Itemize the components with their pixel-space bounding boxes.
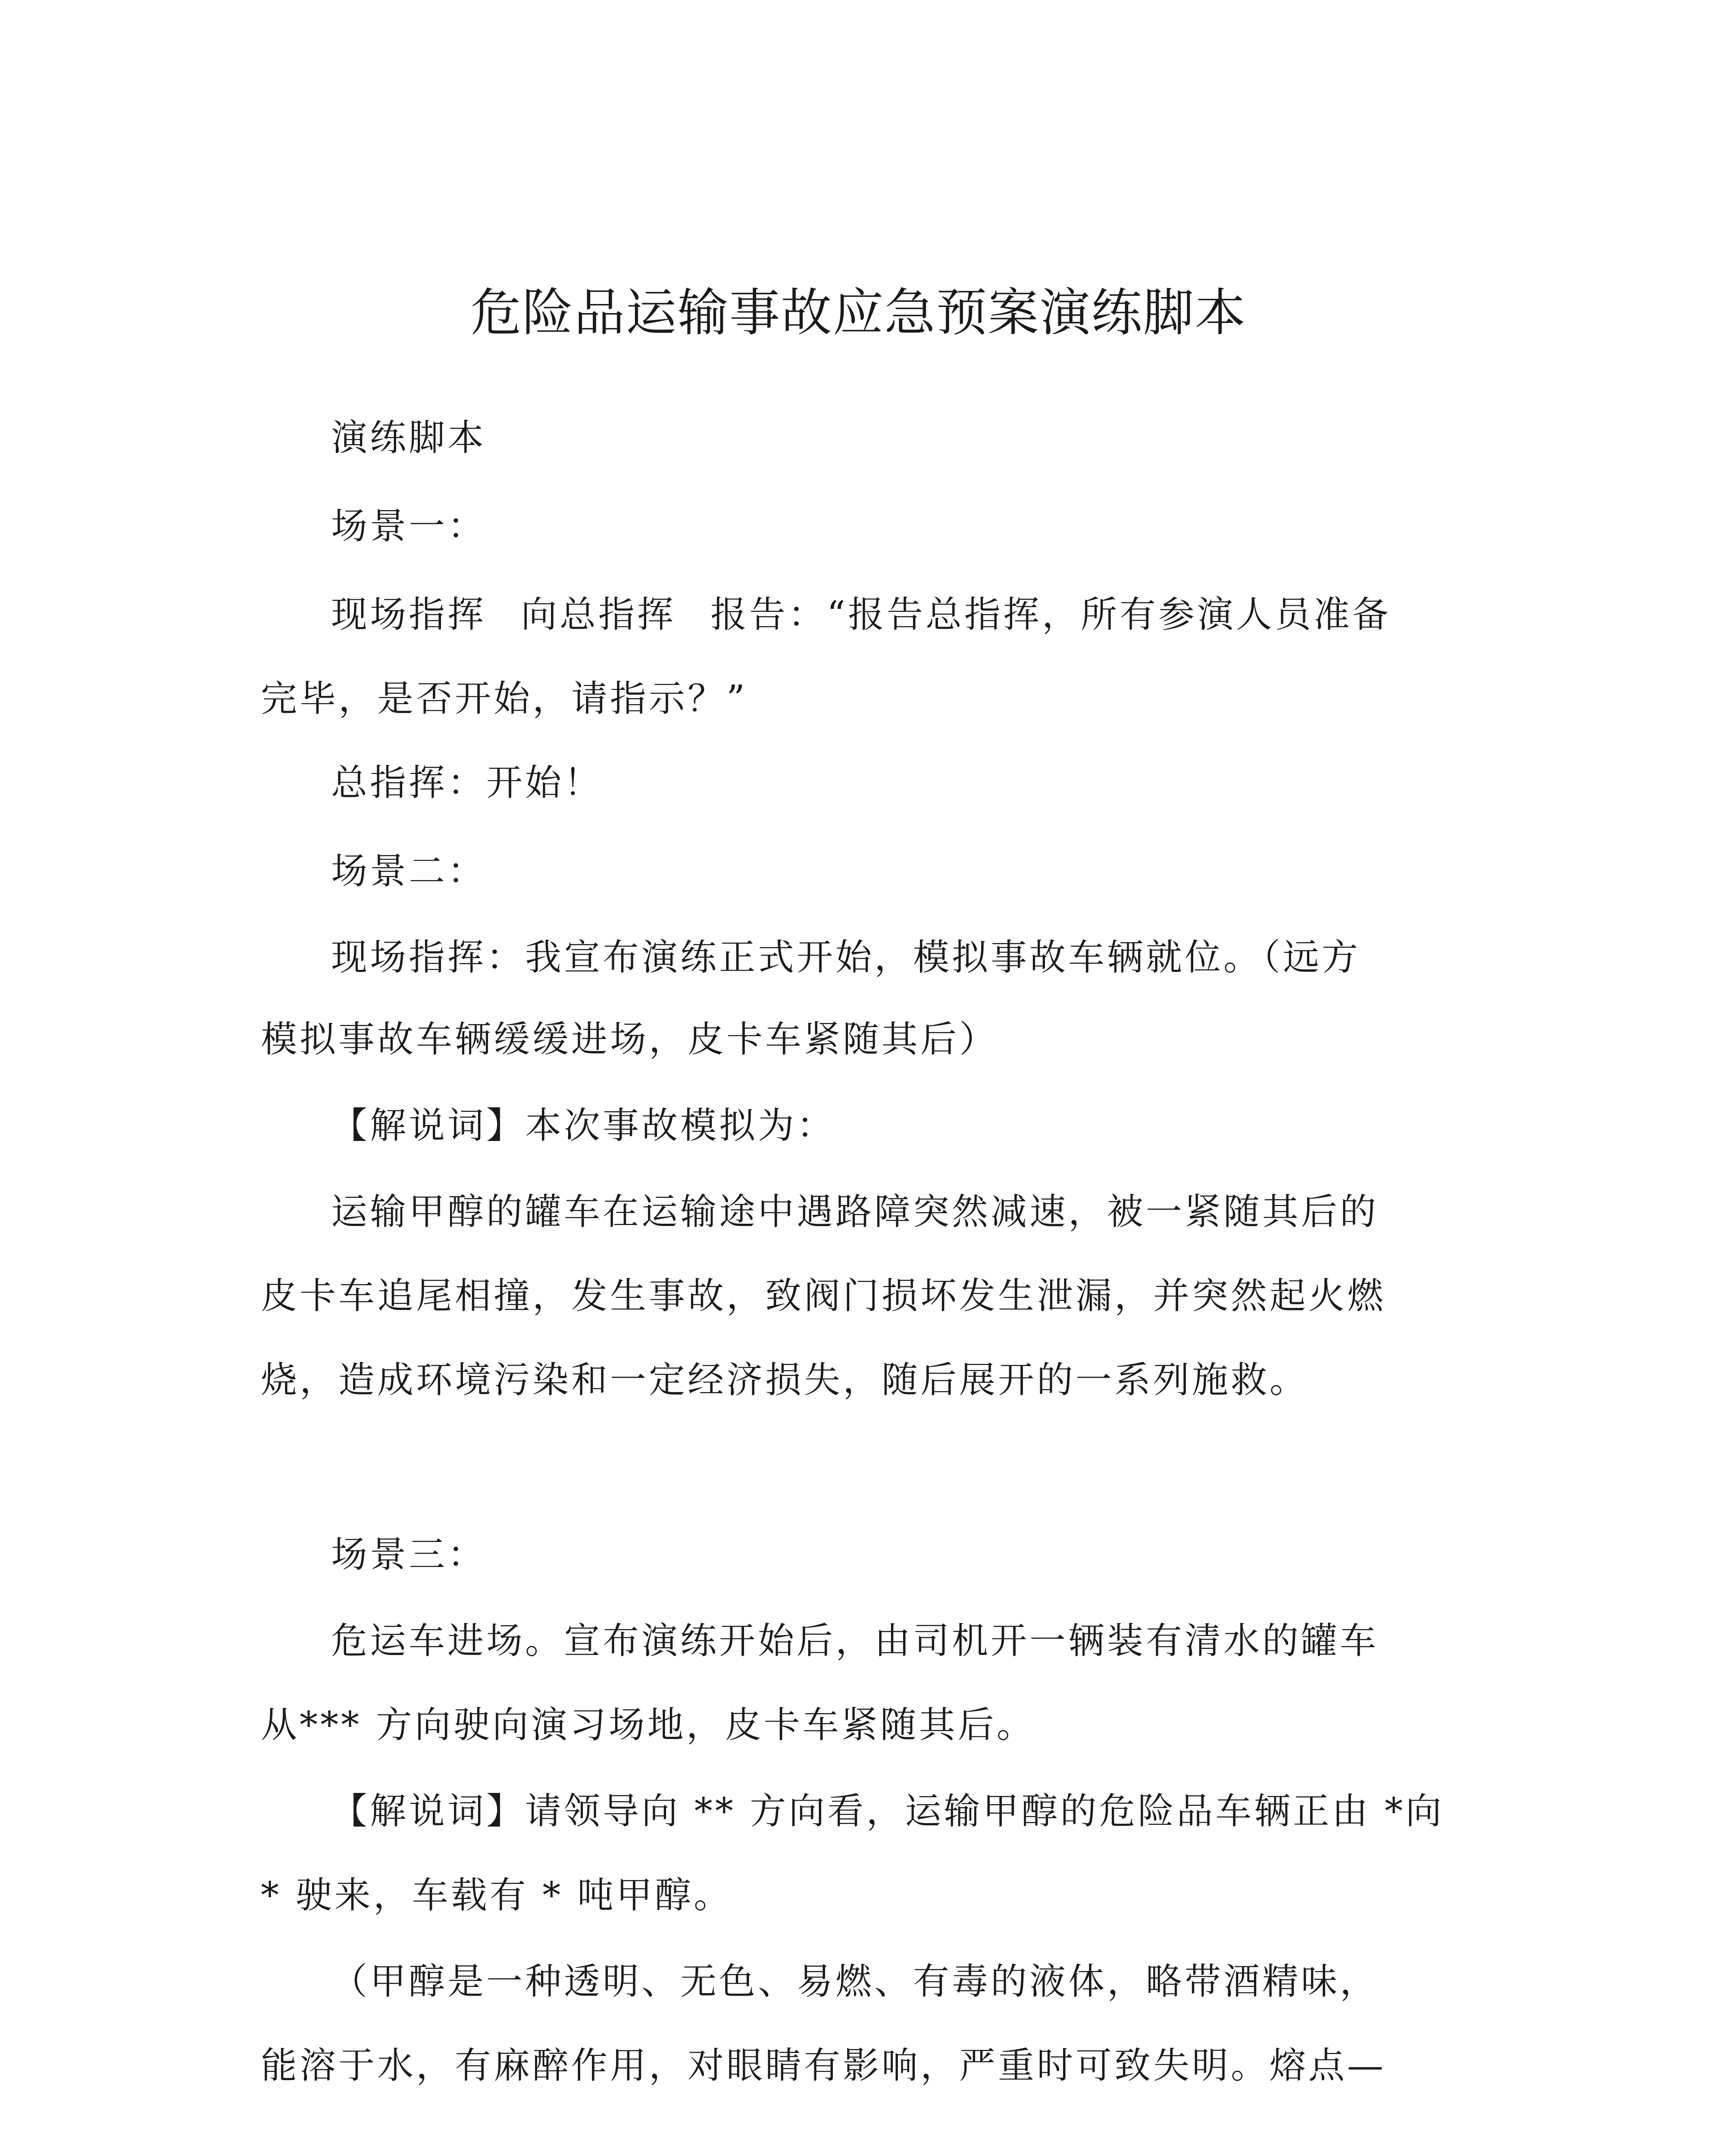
scene-one-line-1 xyxy=(331,591,1391,638)
narration-line-2: * 驶来，车载有 * 吨甲醇。 xyxy=(261,1874,733,1916)
scene-three-line-2: 从*** 方向驶向演习场地，皮卡车紧随其后。 xyxy=(261,1704,1035,1746)
document-title: 危险品运输事故应急预案演练脚本 xyxy=(470,283,1247,342)
commander-reply: 总指挥：开始！ xyxy=(331,761,603,804)
scene-one-heading: 场景一： xyxy=(331,505,487,547)
scene-three-line-1: 危运车进场。宣布演练开始后，由司机开一辆装有清水的罐车 xyxy=(331,1620,1379,1662)
scene-two-line-2: 模拟事故车辆缓缓进场，皮卡车紧随其后） xyxy=(261,1018,998,1060)
narration-line-1: 【解说词】请领导向 ** 方向看，运输甲醇的危险品车辆正由 *向 xyxy=(331,1790,1445,1832)
accident-desc-line-1: 运输甲醇的罐车在运输途中遇路障突然减速，被一紧随其后的 xyxy=(331,1191,1379,1233)
scene-two-line-1: 现场指挥：我宣布演练正式开始，模拟事故车辆就位。（远方 xyxy=(331,936,1361,978)
scene-three-heading: 场景三： xyxy=(331,1533,487,1576)
methanol-note-line-1: （甲醇是一种透明、无色、易燃、有毒的液体，略带酒精味， xyxy=(331,1960,1379,2002)
paragraph-script-heading: 演练脚本 xyxy=(331,417,487,459)
text-segment: 报告：“报告总指挥，所有参演人员准备 xyxy=(710,593,1391,636)
text-segment: 现场指挥 xyxy=(331,593,487,636)
accident-desc-line-3: 烧，造成环境污染和一定经济损失，随后展开的一系列施救。 xyxy=(261,1359,1309,1401)
accident-desc-line-2: 皮卡车追尾相撞，发生事故，致阀门损坏发生泄漏，并突然起火燃 xyxy=(261,1275,1386,1317)
methanol-note-line-2: 能溶于水，有麻醉作用，对眼睛有影响，严重时可致失明。熔点— xyxy=(261,2044,1386,2087)
scene-two-heading: 场景二： xyxy=(331,850,487,892)
text-segment: 向总指挥 xyxy=(521,593,676,636)
narration-heading-1: 【解说词】本次事故模拟为： xyxy=(331,1104,836,1147)
scene-one-line-2: 完毕，是否开始，请指示？” xyxy=(261,677,747,720)
